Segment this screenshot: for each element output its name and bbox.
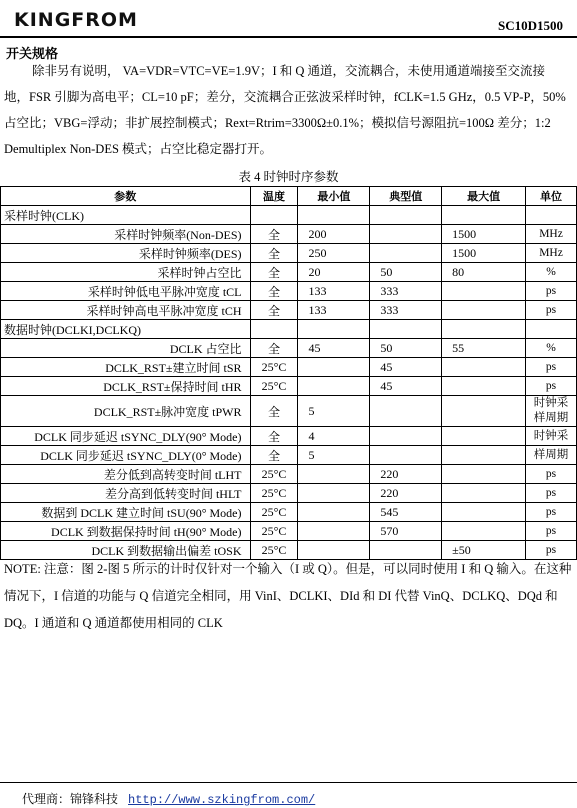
page-header: [0, 0, 577, 42]
cell-min: [298, 503, 370, 522]
cell-temp: 全: [250, 225, 298, 244]
cell-unit: MHz: [526, 225, 577, 244]
cell-typ: [370, 244, 442, 263]
table-row: [1, 522, 577, 541]
cell-typ: 220: [370, 484, 442, 503]
cell-param: DCLK_RST±建立时间 tSR: [1, 358, 251, 377]
cell-param: 数据到 DCLK 建立时间 tSU(90° Mode): [1, 503, 251, 522]
group-spacer-cell: [298, 206, 370, 225]
cell-unit: ps: [526, 522, 577, 541]
table-group-row: [1, 320, 577, 339]
table-row: [1, 263, 577, 282]
cell-typ: 333: [370, 301, 442, 320]
table-row: [1, 244, 577, 263]
cell-temp: 25°C: [250, 377, 298, 396]
cell-unit: ps: [526, 541, 577, 560]
cell-param: DCLK_RST±保持时间 tHR: [1, 377, 251, 396]
table-group-row: [1, 206, 577, 225]
cell-min: 4: [298, 427, 370, 446]
cell-max: 1500: [442, 225, 526, 244]
cell-typ: 220: [370, 465, 442, 484]
header-typ: 典型值: [370, 187, 442, 206]
cell-param: DCLK 占空比: [1, 339, 251, 358]
cell-min: 250: [298, 244, 370, 263]
cell-min: 20: [298, 263, 370, 282]
group-spacer-cell: [442, 320, 526, 339]
cell-param: 采样时钟频率(DES): [1, 244, 251, 263]
cell-temp: 25°C: [250, 503, 298, 522]
cell-param: DCLK 同步延迟 tSYNC_DLY(90° Mode): [1, 427, 251, 446]
cell-min: 5: [298, 446, 370, 465]
cell-min: 133: [298, 301, 370, 320]
table-caption: 表 4 时钟时序参数: [238, 170, 339, 184]
cell-temp: 全: [250, 282, 298, 301]
cell-max: 55: [442, 339, 526, 358]
cell-temp: 全: [250, 263, 298, 282]
cell-unit: 时钟采样周期: [526, 396, 577, 427]
group-spacer-cell: [370, 320, 442, 339]
group-spacer-cell: [526, 320, 577, 339]
cell-unit: MHz: [526, 244, 577, 263]
table-row: [1, 301, 577, 320]
cell-typ: 545: [370, 503, 442, 522]
table-header-row: [1, 187, 577, 206]
cell-temp: 全: [250, 446, 298, 465]
cell-typ: [370, 396, 442, 427]
company-logo: KINGFROM: [14, 9, 138, 31]
cell-unit: ps: [526, 301, 577, 320]
cell-unit: 时钟采: [526, 427, 577, 446]
group-title: 采样时钟(CLK): [1, 206, 251, 225]
cell-min: 133: [298, 282, 370, 301]
cell-typ: 45: [370, 377, 442, 396]
cell-max: [442, 427, 526, 446]
header-min: 最小值: [298, 187, 370, 206]
header-rule: [0, 36, 577, 38]
cell-unit: ps: [526, 377, 577, 396]
cell-max: [442, 377, 526, 396]
group-spacer-cell: [442, 206, 526, 225]
cell-param: 采样时钟占空比: [1, 263, 251, 282]
website-link[interactable]: http://www.szkingfrom.com/: [128, 793, 316, 807]
group-spacer-cell: [298, 320, 370, 339]
cell-temp: 25°C: [250, 465, 298, 484]
cell-min: [298, 465, 370, 484]
cell-typ: 50: [370, 339, 442, 358]
cell-min: 45: [298, 339, 370, 358]
cell-temp: 全: [250, 301, 298, 320]
table-row: [1, 446, 577, 465]
cell-max: [442, 503, 526, 522]
cell-unit: 样周期: [526, 446, 577, 465]
cell-max: [442, 358, 526, 377]
cell-temp: 全: [250, 427, 298, 446]
cell-param: DCLK_RST±脉冲宽度 tPWR: [1, 396, 251, 427]
cell-param: 采样时钟高电平脉冲宽度 tCH: [1, 301, 251, 320]
cell-temp: 全: [250, 396, 298, 427]
cell-unit: ps: [526, 358, 577, 377]
table-row: [1, 339, 577, 358]
table-body: [1, 206, 577, 560]
cell-min: [298, 484, 370, 503]
cell-max: [442, 301, 526, 320]
intro-paragraph: 除非另有说明， VA=VDR=VTC=VE=1.9V；I 和 Q 通道，交流耦合，未使用通道端接至交流接地，FSR 引脚为高电平；CL=10 pF；差分，交流耦合正弦波采样时钟，fCLK=1.5 GHz，0.5 VP-P，50%占空比；VBG=浮动；非扩展控制模式；Rext=Rtrim=3300Ω±0.1%；模拟信号源阻抗=100Ω 差分；1:2 Demultiplex Non-DES 模式；占空比稳定器打开。: [4, 64, 566, 156]
note-paragraph: NOTE: 注意：图 2-图 5 所示的计时仅针对一个输入（I 或 Q）。但是，可以同时使用 I 和 Q 输入。在这种情况下，I 信道的功能与 Q 信道完全相同，用 VinI、DCLKI、DId 和 DI 代替 VinQ、DCLKQ、DQd 和 DQ。I 通道和 Q 通道都使用相同的 CLK: [4, 562, 572, 630]
cell-typ: 45: [370, 358, 442, 377]
cell-typ: 50: [370, 263, 442, 282]
group-title: 数据时钟(DCLKI,DCLKQ): [1, 320, 251, 339]
cell-temp: 全: [250, 244, 298, 263]
cell-param: 采样时钟频率(Non-DES): [1, 225, 251, 244]
header-temp: 温度: [250, 187, 298, 206]
cell-min: [298, 358, 370, 377]
cell-min: [298, 522, 370, 541]
cell-max: [442, 484, 526, 503]
group-spacer-cell: [250, 206, 298, 225]
cell-param: DCLK 到数据输出偏差 tOSK: [1, 541, 251, 560]
cell-unit: ps: [526, 282, 577, 301]
table-row: [1, 358, 577, 377]
cell-min: [298, 377, 370, 396]
header-unit: 单位: [526, 187, 577, 206]
table-row: [1, 225, 577, 244]
cell-param: 采样时钟低电平脉冲宽度 tCL: [1, 282, 251, 301]
cell-temp: 25°C: [250, 541, 298, 560]
header-param: 参数: [1, 187, 251, 206]
page-footer: [22, 790, 315, 807]
cell-param: DCLK 同步延迟 tSYNC_DLY(0° Mode): [1, 446, 251, 465]
group-spacer-cell: [370, 206, 442, 225]
cell-min: 5: [298, 396, 370, 427]
table-row: [1, 377, 577, 396]
group-spacer-cell: [250, 320, 298, 339]
cell-temp: 25°C: [250, 358, 298, 377]
table-row: [1, 503, 577, 522]
section-title: 开关规格: [6, 47, 59, 62]
cell-unit: %: [526, 263, 577, 282]
cell-temp: 25°C: [250, 522, 298, 541]
cell-typ: [370, 427, 442, 446]
cell-typ: [370, 225, 442, 244]
cell-typ: 570: [370, 522, 442, 541]
cell-max: [442, 282, 526, 301]
cell-unit: ps: [526, 484, 577, 503]
cell-param: 差分高到低转变时间 tHLT: [1, 484, 251, 503]
cell-max: 80: [442, 263, 526, 282]
cell-typ: [370, 446, 442, 465]
table-row: [1, 484, 577, 503]
cell-temp: 全: [250, 339, 298, 358]
cell-max: [442, 465, 526, 484]
cell-min: 200: [298, 225, 370, 244]
table-row: [1, 282, 577, 301]
cell-unit: ps: [526, 503, 577, 522]
cell-unit: %: [526, 339, 577, 358]
agent-label: 代理商：锦锋科技: [22, 792, 119, 806]
cell-max: [442, 446, 526, 465]
footer-rule: [0, 782, 577, 783]
cell-param: 差分低到高转变时间 tLHT: [1, 465, 251, 484]
header-max: 最大值: [442, 187, 526, 206]
cell-unit: ps: [526, 465, 577, 484]
cell-max: ±50: [442, 541, 526, 560]
cell-max: [442, 522, 526, 541]
cell-typ: 333: [370, 282, 442, 301]
clock-timing-table: [0, 186, 577, 560]
cell-max: [442, 396, 526, 427]
table-row: [1, 465, 577, 484]
table-row: [1, 396, 577, 427]
table-row: [1, 427, 577, 446]
document-id: SC10D1500: [497, 18, 563, 33]
group-spacer-cell: [526, 206, 577, 225]
cell-temp: 25°C: [250, 484, 298, 503]
cell-param: DCLK 到数据保持时间 tH(90° Mode): [1, 522, 251, 541]
cell-max: 1500: [442, 244, 526, 263]
